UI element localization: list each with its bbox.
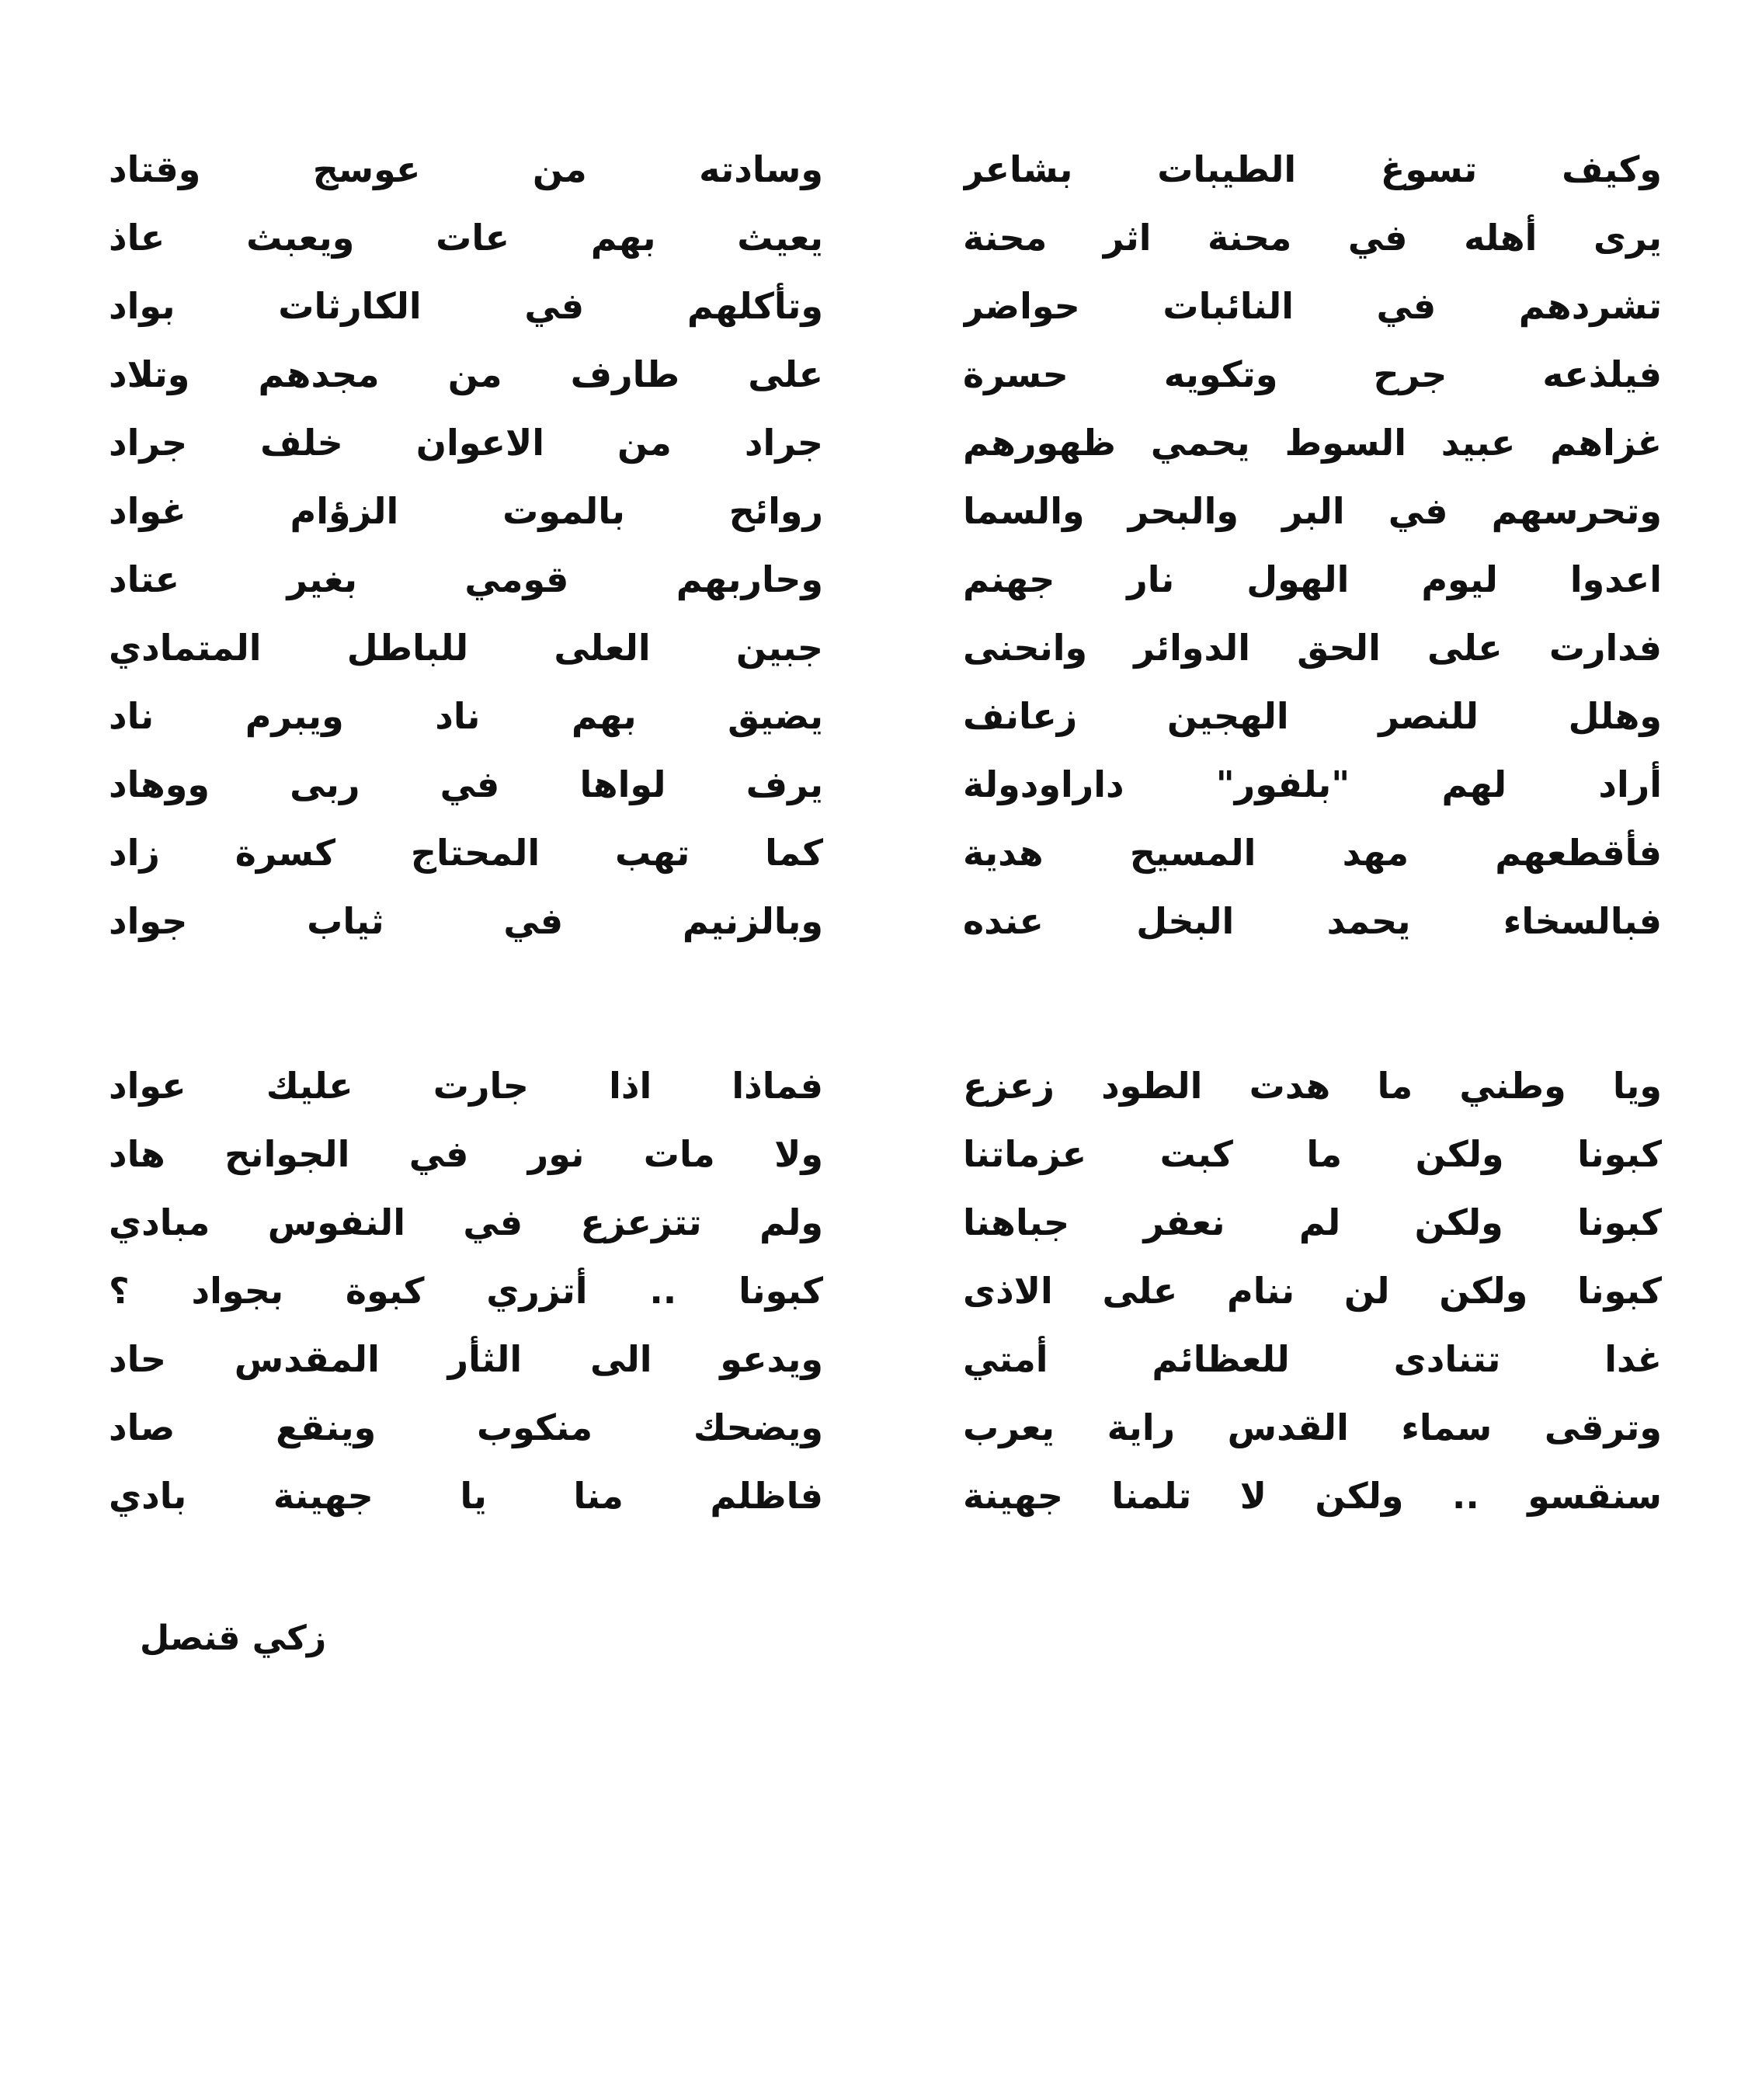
- verse-line: ويدعو الى الثأر المقدس حاد: [109, 1338, 823, 1380]
- verse-line: كما تهب المحتاج كسرة زاد: [109, 832, 823, 874]
- verse-line: سنقسو .. ولكن لا تلمنا جهينة: [963, 1475, 1662, 1517]
- verse-line: غدا تتنادى للعظائم أمتي: [963, 1338, 1662, 1380]
- verse-line: فدارت على الحق الدوائر وانحنى: [963, 627, 1662, 669]
- verse-line: يعيث بهم عات ويعبث عاذ: [109, 217, 823, 259]
- verse-line: كبونا ولكن ما كبت عزماتنا: [963, 1133, 1662, 1175]
- verse-line: جبين العلى للباطل المتمادي: [109, 627, 823, 669]
- verse-line: يرى أهله في محنة اثر محنة: [963, 217, 1662, 259]
- verse-line: كبونا ولكن لن ننام على الاذى: [963, 1270, 1662, 1312]
- verse-line: وبالزنيم في ثياب جواد: [109, 900, 823, 942]
- verse-line: وسادته من عوسج وقتاد: [109, 148, 823, 190]
- stanza-1-right-column: [963, 135, 1662, 955]
- verse-line: كبونا .. أتزري كبوة بجواد ؟: [109, 1270, 823, 1312]
- verse-line: وكيف تسوغ الطيبات بشاعر: [963, 148, 1662, 190]
- verse-line: فماذا اذا جارت عليك عواد: [109, 1065, 823, 1107]
- verse-line: فيلذعه جرح وتكويه حسرة: [963, 353, 1662, 395]
- verse-line: فأقطعهم مهد المسيح هدية: [963, 832, 1662, 874]
- verse-line: تشردهم في النائبات حواضر: [963, 285, 1662, 327]
- verse-line: اعدوا ليوم الهول نار جهنم: [963, 558, 1662, 600]
- stanza-2-left-column: [109, 1052, 823, 1530]
- verse-line: وحاربهم قومي بغير عتاد: [109, 558, 823, 600]
- verse-line: غزاهم عبيد السوط يحمي ظهورهم: [963, 422, 1662, 464]
- verse-line: يرف لواها في ربى ووهاد: [109, 763, 823, 805]
- verse-line: وترقى سماء القدس راية يعرب: [963, 1406, 1662, 1448]
- verse-line: وتحرسهم في البر والبحر والسما: [963, 490, 1662, 532]
- verse-line: كبونا ولكن لم نعفر جباهنا: [963, 1201, 1662, 1243]
- verse-line: روائح بالموت الزؤام غواد: [109, 490, 823, 532]
- stanza-1-left-column: [109, 135, 823, 955]
- verse-line: أراد لهم "بلفور" داراودولة: [963, 763, 1662, 805]
- verse-line: ويا وطني ما هدت الطود زعزع: [963, 1065, 1662, 1107]
- stanza-2-right-column: [963, 1052, 1662, 1530]
- verse-line: جراد من الاعوان خلف جراد: [109, 422, 823, 464]
- verse-line: وهلل للنصر الهجين زعانف: [963, 695, 1662, 737]
- verse-line: فبالسخاء يحمد البخل عنده: [963, 900, 1662, 942]
- verse-line: ولم تتزعزع في النفوس مبادي: [109, 1201, 823, 1243]
- verse-line: ولا مات نور في الجوانح هاد: [109, 1133, 823, 1175]
- verse-line: فاظلم منا يا جهينة بادي: [109, 1475, 823, 1517]
- verse-line: ويضحك منكوب وينقع صاد: [109, 1406, 823, 1448]
- verse-line: وتأكلهم في الكارثات بواد: [109, 285, 823, 327]
- poet-signature: زكي قنصل: [140, 1618, 327, 1658]
- verse-line: يضيق بهم ناد ويبرم ناد: [109, 695, 823, 737]
- verse-line: على طارف من مجدهم وتلاد: [109, 353, 823, 395]
